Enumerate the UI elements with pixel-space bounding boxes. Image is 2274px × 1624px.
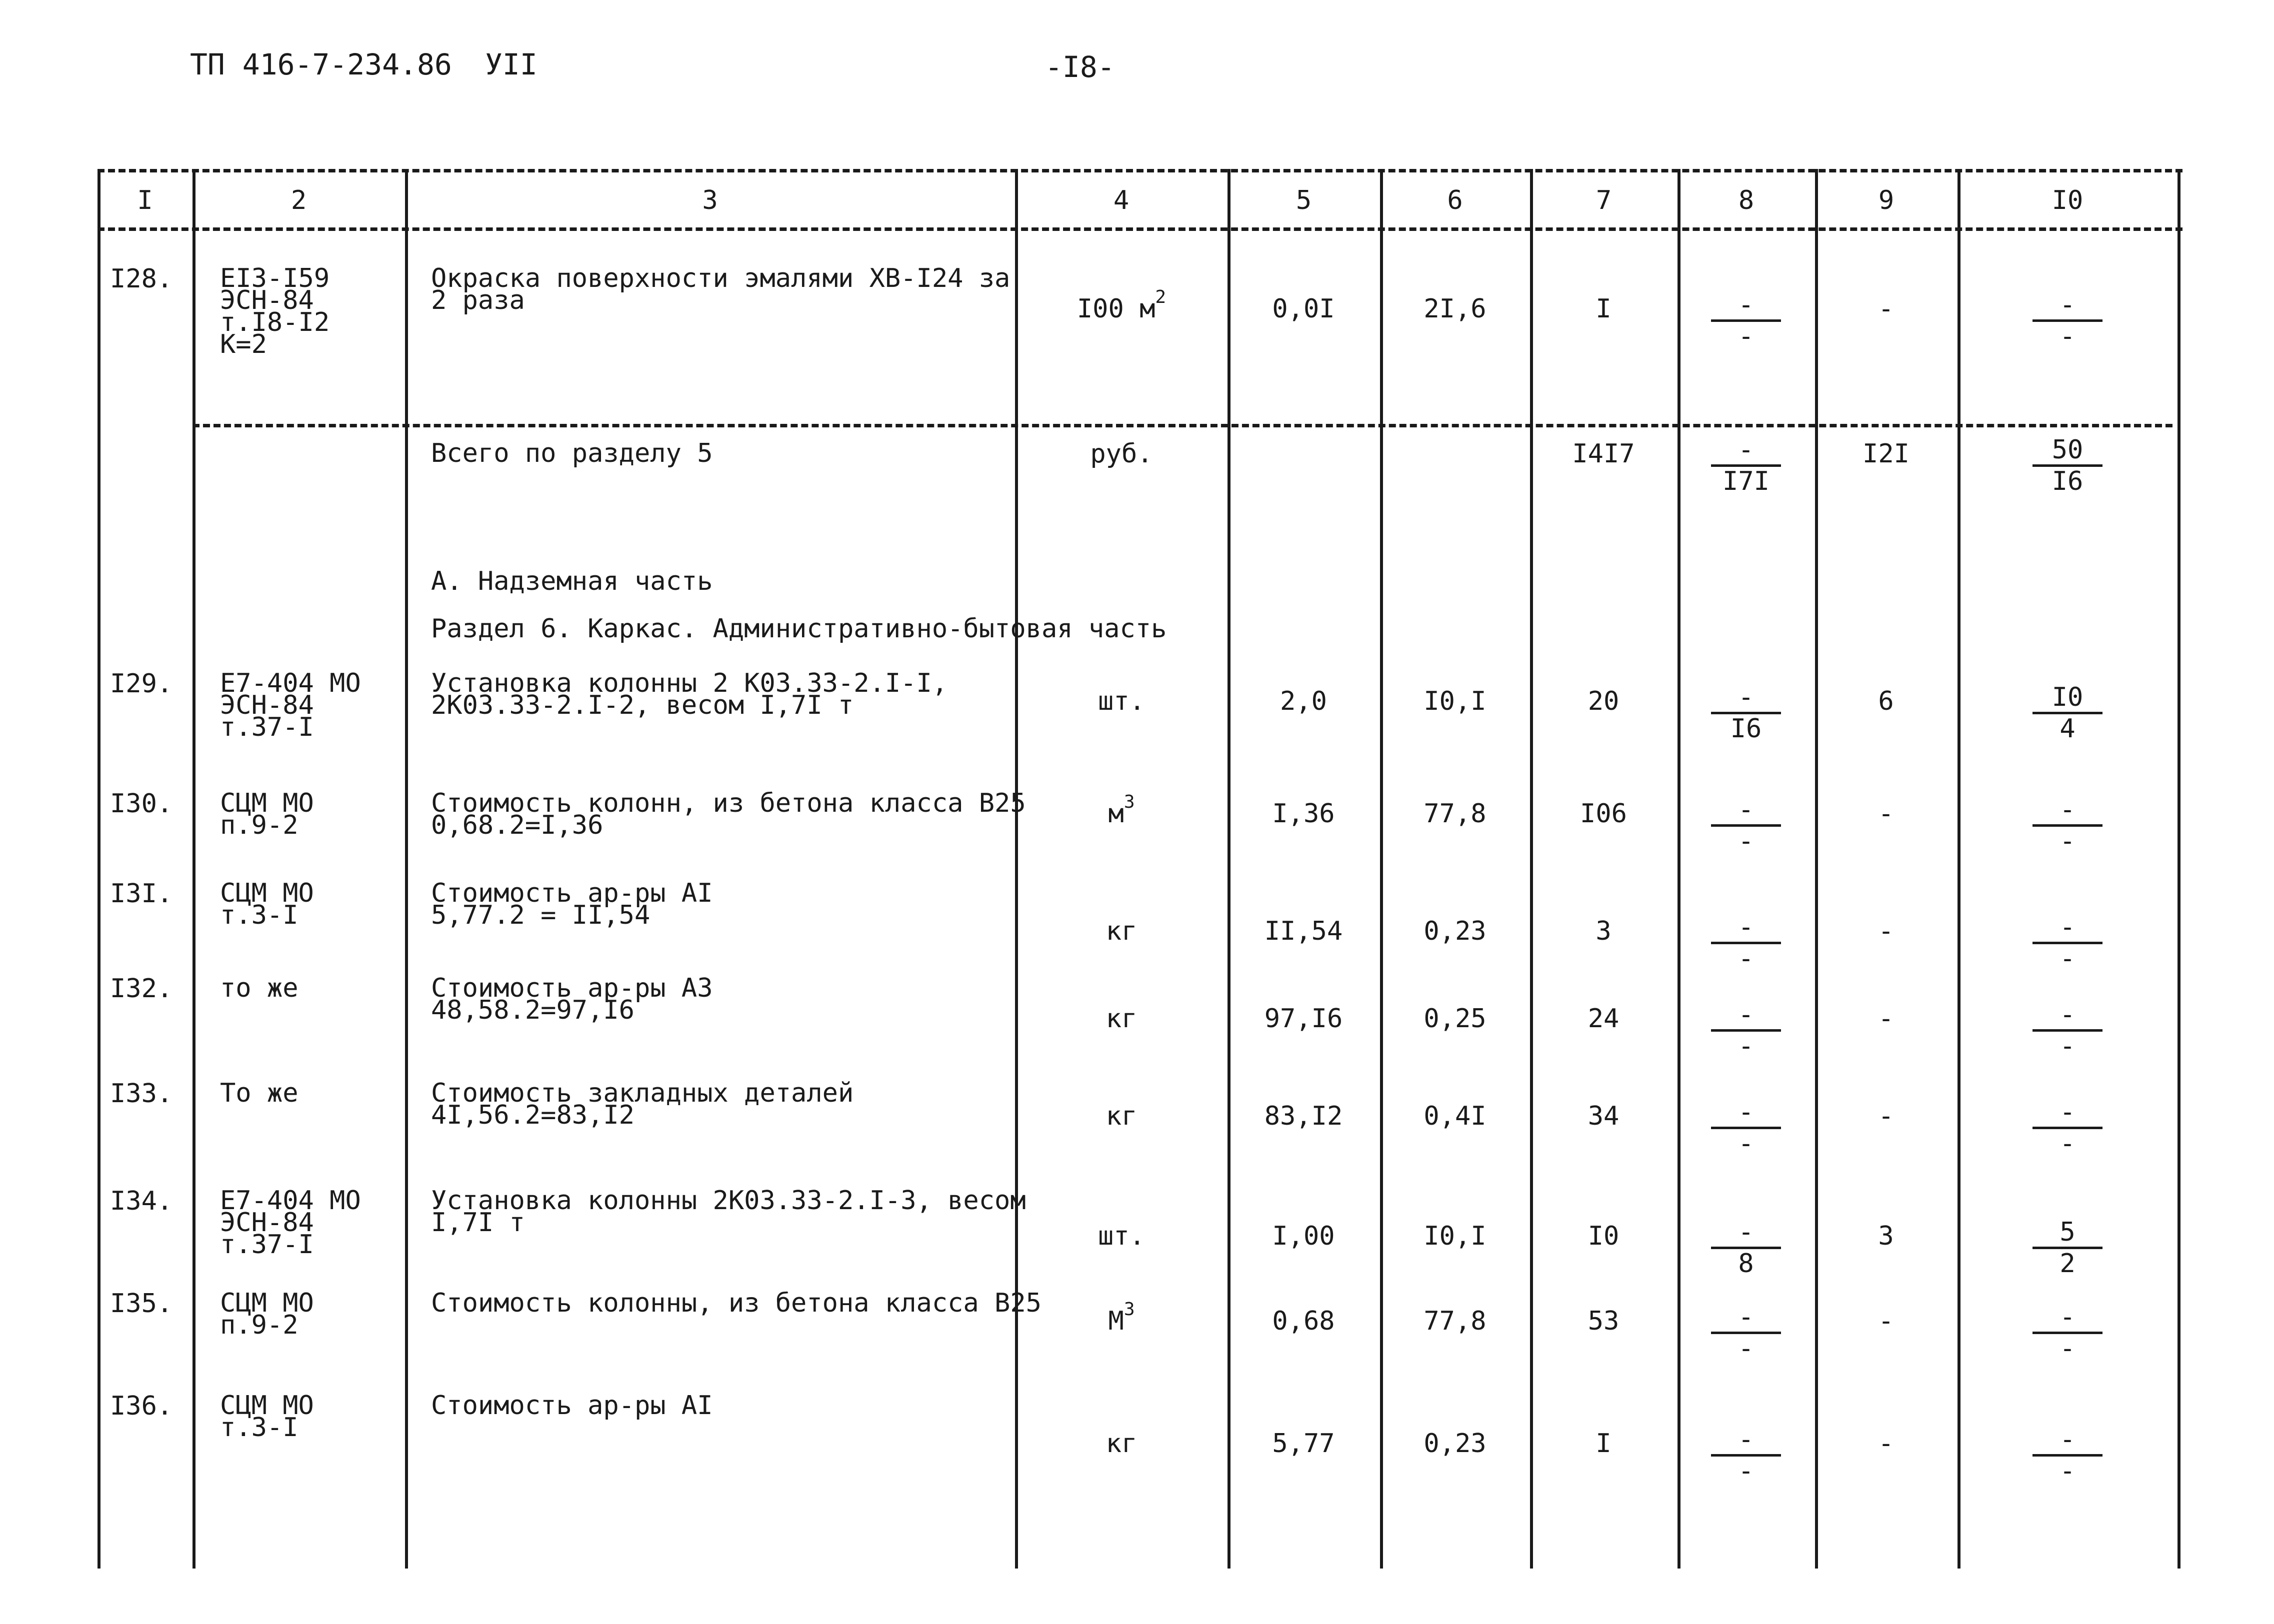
fraction-numerator: - xyxy=(2060,1425,2076,1455)
fraction-numerator: - xyxy=(2060,795,2076,825)
unit-price-cell: 77,8 xyxy=(1424,1306,1486,1336)
fraction-denominator: 4 xyxy=(2060,714,2076,744)
unit-cell xyxy=(1042,287,1202,324)
col9-cell: - xyxy=(1878,1429,1894,1459)
code-cell xyxy=(220,1078,298,1108)
description-line: Стоимость колонн, из бетона класса В25 xyxy=(431,788,1026,818)
column-border xyxy=(1678,169,1680,1569)
unit-price-cell: 0,4I xyxy=(1424,1101,1486,1131)
unit-superscript: 2 xyxy=(1155,287,1166,307)
description-line: Стоимость ар-ры АI xyxy=(431,1391,713,1421)
description-line: Стоимость колонны, из бетона класса В25 xyxy=(431,1288,1042,1318)
description-line: 48,58.2=97,I6 xyxy=(431,995,634,1025)
fraction-denominator: I6 xyxy=(2052,466,2084,496)
fraction-numerator: - xyxy=(1738,682,1754,712)
unit-text: руб. xyxy=(1090,439,1153,469)
fraction-col8 xyxy=(1706,1217,1786,1279)
code-cell xyxy=(220,263,330,359)
unit-price-cell: 0,23 xyxy=(1424,1429,1486,1459)
fraction-numerator: - xyxy=(2060,1097,2076,1127)
unit-cell xyxy=(1042,1429,1202,1459)
total-cost-cell: 20 xyxy=(1588,686,1620,716)
code-line: EI3-I59 xyxy=(220,263,330,293)
column-border xyxy=(98,169,100,1569)
column-header: 8 xyxy=(1738,185,1754,215)
unit-price-cell: 0,23 xyxy=(1424,916,1486,946)
total-cost-cell: 34 xyxy=(1588,1101,1620,1131)
code-line: п.9-2 xyxy=(220,1310,298,1340)
unit-cell xyxy=(1042,1101,1202,1131)
fraction-col8 xyxy=(1706,437,1786,494)
column-header: 5 xyxy=(1296,185,1312,215)
col9-cell: - xyxy=(1878,1004,1894,1034)
fraction-denominator: - xyxy=(2060,944,2076,974)
description-cell xyxy=(431,1078,854,1130)
fraction-numerator: - xyxy=(1738,1217,1754,1247)
fraction-col10 xyxy=(2028,912,2108,974)
code-line: ЭСН-84 xyxy=(220,285,314,315)
unit-text: М xyxy=(1108,1306,1124,1336)
row-number: I29. xyxy=(110,669,173,699)
fraction-numerator: - xyxy=(1738,1425,1754,1455)
fraction-col8 xyxy=(1706,912,1786,974)
code-line: т.37-I xyxy=(220,712,314,742)
unit-text: шт. xyxy=(1098,686,1145,716)
unit-cell xyxy=(1042,686,1202,716)
fraction-denominator: 8 xyxy=(1738,1249,1754,1279)
unit-cell xyxy=(1042,792,1202,829)
section-title: Раздел 6. Каркас. Административно-бытовая часть xyxy=(431,614,1167,644)
code-line: E7-404 МО xyxy=(220,668,361,698)
description-line: Всего по разделу 5 xyxy=(431,438,713,468)
header-bottom-border xyxy=(98,227,2182,231)
code-line: т.3-I xyxy=(220,900,298,930)
fraction-numerator: - xyxy=(1738,1097,1754,1127)
quantity-cell: 97,I6 xyxy=(1264,1004,1343,1034)
fraction-denominator: - xyxy=(2060,1334,2076,1364)
code-line: т.I8-I2 xyxy=(220,307,330,337)
fraction-numerator: 5 xyxy=(2060,1217,2076,1247)
row-number: I36. xyxy=(110,1391,173,1421)
row-number: I35. xyxy=(110,1289,173,1319)
code-cell xyxy=(220,1391,314,1443)
description-line: Стоимость ар-ры А3 xyxy=(431,973,713,1003)
fraction-denominator: - xyxy=(1738,1129,1754,1159)
column-header: 6 xyxy=(1447,185,1463,215)
code-line: ЭСН-84 xyxy=(220,1208,314,1238)
unit-text: м xyxy=(1108,799,1124,829)
row-number: I28. xyxy=(110,264,173,294)
unit-cell xyxy=(1042,1004,1202,1034)
col9-cell: - xyxy=(1878,1101,1894,1131)
document-volume: УII xyxy=(485,47,538,81)
description-cell xyxy=(431,263,1010,315)
description-line: 2 раза xyxy=(431,285,525,315)
fraction-numerator: - xyxy=(2060,290,2076,320)
quantity-cell: I,36 xyxy=(1272,799,1335,829)
unit-superscript: 3 xyxy=(1124,1299,1135,1320)
fraction-numerator: - xyxy=(1738,795,1754,825)
code-line: СЦМ МО xyxy=(220,788,314,818)
column-border xyxy=(1015,169,1018,1569)
fraction-col8 xyxy=(1706,1002,1786,1059)
fraction-numerator: I0 xyxy=(2052,682,2084,712)
quantity-cell: 0,68 xyxy=(1272,1306,1335,1336)
code-cell xyxy=(220,1288,314,1340)
row-number: I32. xyxy=(110,974,173,1004)
fraction-denominator: 2 xyxy=(2060,1249,2076,1279)
code-line: т.37-I xyxy=(220,1230,314,1260)
code-cell xyxy=(220,878,314,930)
row-number: I34. xyxy=(110,1186,173,1216)
part-title: А. Надземная часть xyxy=(431,566,713,596)
description-line: Окраска поверхности эмалями ХВ-I24 за xyxy=(431,263,1010,293)
column-header: 3 xyxy=(702,185,718,215)
unit-price-cell: 2I,6 xyxy=(1424,294,1486,324)
unit-cell xyxy=(1042,1221,1202,1251)
unit-text: I00 м xyxy=(1076,294,1156,324)
column-header: 2 xyxy=(290,185,307,215)
fraction-col10 xyxy=(2028,437,2108,494)
fraction-denominator: - xyxy=(1738,944,1754,974)
fraction-denominator: - xyxy=(2060,1456,2076,1486)
code-line: СЦМ МО xyxy=(220,878,314,908)
unit-price-cell: I0,I xyxy=(1424,686,1486,716)
column-border xyxy=(405,169,408,1569)
fraction-denominator: - xyxy=(1738,321,1754,351)
fraction-denominator: - xyxy=(1738,1334,1754,1364)
total-cost-cell: I06 xyxy=(1580,799,1627,829)
total-cost-cell: I xyxy=(1596,294,1612,324)
description-line: 2К03.33-2.I-2, весом I,7I т xyxy=(431,690,854,720)
code-cell xyxy=(220,973,298,1003)
fraction-col8 xyxy=(1706,1097,1786,1159)
fraction-col8 xyxy=(1706,682,1786,744)
fraction-col10 xyxy=(2028,1302,2108,1364)
description-cell xyxy=(431,973,713,1025)
fraction-col8 xyxy=(1706,1427,1786,1484)
col9-cell: - xyxy=(1878,294,1894,324)
description-cell xyxy=(431,1288,1042,1318)
description-cell xyxy=(431,438,713,468)
code-cell xyxy=(220,788,314,840)
fraction-col10 xyxy=(2028,1097,2108,1159)
fraction-numerator: - xyxy=(1738,1302,1754,1332)
description-cell xyxy=(431,668,948,720)
description-cell xyxy=(431,878,713,930)
column-header: 4 xyxy=(1113,185,1130,215)
unit-price-cell: 0,25 xyxy=(1424,1004,1486,1034)
fraction-numerator: - xyxy=(1738,290,1754,320)
unit-superscript: 3 xyxy=(1124,792,1135,812)
quantity-cell: 0,0I xyxy=(1272,294,1335,324)
fraction-numerator: 50 xyxy=(2052,435,2084,465)
unit-cell xyxy=(1042,439,1202,469)
fraction-denominator: - xyxy=(2060,1129,2076,1159)
code-line: т.3-I xyxy=(220,1413,298,1443)
fraction-col8 xyxy=(1706,797,1786,854)
unit-price-cell: I0,I xyxy=(1424,1221,1486,1251)
column-border xyxy=(1815,169,1818,1569)
description-line: Стоимость закладных деталей xyxy=(431,1078,854,1108)
row-separator xyxy=(192,424,2172,427)
fraction-col10 xyxy=(2028,1217,2108,1279)
col9-cell: I2I xyxy=(1862,439,1910,469)
fraction-denominator: I7I xyxy=(1722,466,1770,496)
fraction-col10 xyxy=(2028,682,2108,744)
fraction-denominator: - xyxy=(1738,1456,1754,1486)
total-cost-cell: I0 xyxy=(1588,1221,1620,1251)
fraction-numerator: - xyxy=(2060,1302,2076,1332)
column-border xyxy=(2178,169,2180,1569)
unit-cell xyxy=(1042,1299,1202,1336)
fraction-denominator: - xyxy=(2060,1031,2076,1061)
description-cell xyxy=(431,1186,1026,1238)
unit-cell xyxy=(1042,916,1202,946)
column-border xyxy=(192,169,196,1569)
description-line: Установка колонны 2 К03.33-2.I-I, xyxy=(431,668,948,698)
unit-text: кг xyxy=(1106,1004,1138,1034)
code-line: п.9-2 xyxy=(220,810,298,840)
column-header: 7 xyxy=(1596,185,1612,215)
code-line: То же xyxy=(220,1078,298,1108)
unit-price-cell: 77,8 xyxy=(1424,799,1486,829)
unit-text: кг xyxy=(1106,1101,1138,1131)
fraction-denominator: I6 xyxy=(1730,714,1762,744)
code-line: E7-404 МО xyxy=(220,1186,361,1216)
unit-text: кг xyxy=(1106,916,1138,946)
unit-text: кг xyxy=(1106,1429,1138,1459)
fraction-numerator: - xyxy=(2060,912,2076,942)
document-code: ТП 416-7-234.86 xyxy=(190,47,452,81)
fraction-numerator: - xyxy=(1738,435,1754,465)
code-line: СЦМ МО xyxy=(220,1391,314,1421)
col9-cell: 3 xyxy=(1878,1221,1894,1251)
description-cell xyxy=(431,788,1026,840)
fraction-col10 xyxy=(2028,797,2108,854)
total-cost-cell: 3 xyxy=(1596,916,1612,946)
row-number: I3I. xyxy=(110,879,173,909)
page-number: -I8- xyxy=(1045,50,1115,84)
fraction-col8 xyxy=(1706,292,1786,349)
row-number: I30. xyxy=(110,789,173,819)
total-cost-cell: 24 xyxy=(1588,1004,1620,1034)
fraction-col10 xyxy=(2028,292,2108,349)
code-cell xyxy=(220,1186,361,1260)
quantity-cell: II,54 xyxy=(1264,916,1343,946)
code-cell xyxy=(220,668,361,742)
column-header: 9 xyxy=(1878,185,1894,215)
description-cell xyxy=(431,1391,713,1421)
col9-cell: - xyxy=(1878,916,1894,946)
description-line: Стоимость ар-ры АI xyxy=(431,878,713,908)
total-cost-cell: I xyxy=(1596,1429,1612,1459)
fraction-col10 xyxy=(2028,1002,2108,1059)
code-line: ЭСН-84 xyxy=(220,690,314,720)
fraction-col10 xyxy=(2028,1427,2108,1484)
fraction-numerator: - xyxy=(1738,1000,1754,1030)
code-line: К=2 xyxy=(220,329,267,359)
total-cost-cell: I4I7 xyxy=(1572,439,1635,469)
fraction-denominator: - xyxy=(2060,321,2076,351)
column-border xyxy=(1228,169,1230,1569)
fraction-numerator: - xyxy=(1738,912,1754,942)
description-line: 0,68.2=I,36 xyxy=(431,810,604,840)
col9-cell: - xyxy=(1878,799,1894,829)
fraction-numerator: - xyxy=(2060,1000,2076,1030)
quantity-cell: 5,77 xyxy=(1272,1429,1335,1459)
code-line: то же xyxy=(220,973,298,1003)
column-border xyxy=(1530,169,1533,1569)
unit-text: шт. xyxy=(1098,1221,1145,1251)
description-line: Установка колонны 2К03.33-2.I-3, весом xyxy=(431,1186,1026,1216)
description-line: I,7I т xyxy=(431,1208,525,1238)
column-header: I0 xyxy=(2052,185,2084,215)
row-number: I33. xyxy=(110,1079,173,1109)
column-border xyxy=(1380,169,1383,1569)
description-line: 4I,56.2=83,I2 xyxy=(431,1100,634,1130)
col9-cell: 6 xyxy=(1878,686,1894,716)
fraction-col8 xyxy=(1706,1302,1786,1364)
table-top-border xyxy=(98,169,2182,172)
total-cost-cell: 53 xyxy=(1588,1306,1620,1336)
quantity-cell: 2,0 xyxy=(1280,686,1327,716)
fraction-denominator: - xyxy=(1738,1031,1754,1061)
fraction-denominator: - xyxy=(1738,826,1754,856)
code-line: СЦМ МО xyxy=(220,1288,314,1318)
quantity-cell: 83,I2 xyxy=(1264,1101,1343,1131)
column-border xyxy=(1958,169,1960,1569)
quantity-cell: I,00 xyxy=(1272,1221,1335,1251)
col9-cell: - xyxy=(1878,1306,1894,1336)
fraction-denominator: - xyxy=(2060,826,2076,856)
column-header: I xyxy=(137,185,153,215)
description-line: 5,77.2 = II,54 xyxy=(431,900,650,930)
